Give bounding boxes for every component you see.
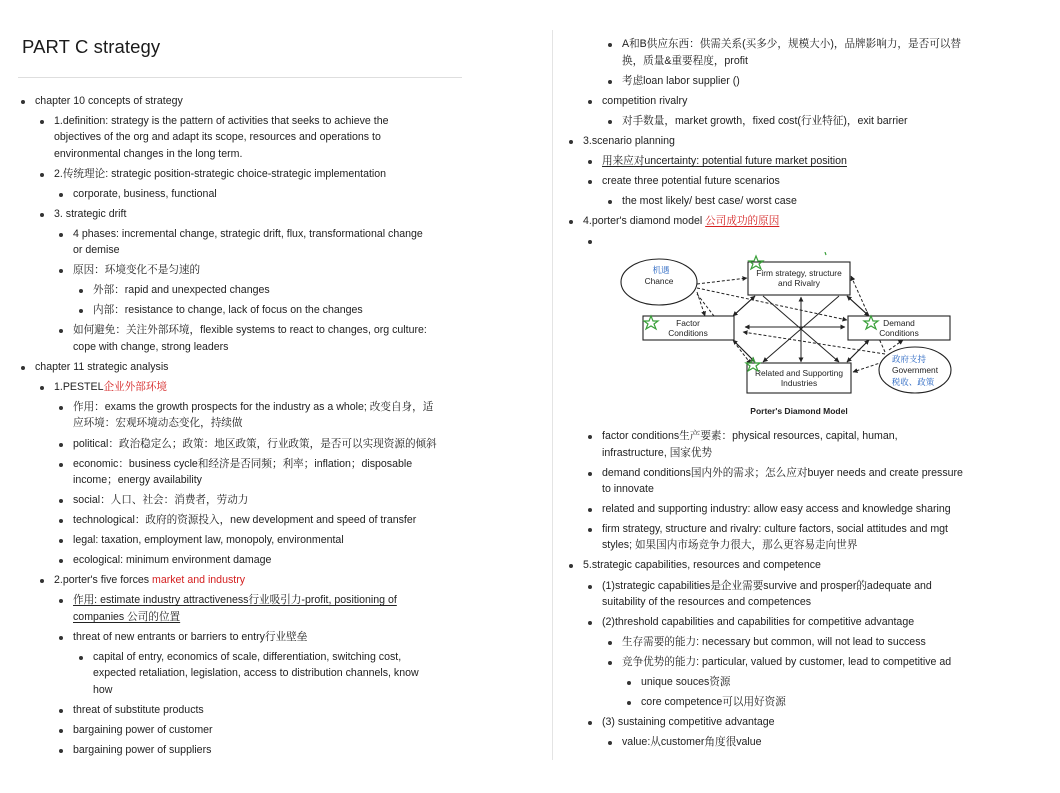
bullet-icon <box>59 709 63 713</box>
bullet-icon <box>588 472 592 476</box>
list-item-continuation: companies 公司的位置 <box>73 611 181 623</box>
government-handwritten-note-1: 政府支持 <box>891 355 927 365</box>
list-item: 1.definition: strategy is the pattern of activities that seeks to achieve the <box>54 113 388 130</box>
bullet-icon <box>79 309 83 313</box>
list-item-continuation: or demise <box>73 244 120 256</box>
list-item: firm strategy, structure and rivalry: culture factors, social attitudes and mgt <box>602 521 948 538</box>
bullet-icon <box>627 681 631 685</box>
list-item-continuation: infrastructure, 国家优势 <box>602 447 713 459</box>
list-item: corporate, business, functional <box>73 186 217 203</box>
bullet-icon <box>59 463 63 467</box>
bullet-icon <box>608 741 612 745</box>
list-item: bargaining power of customer <box>73 722 213 739</box>
list-item: technological：政府的资源投入，new development and speed of transfer <box>73 512 416 529</box>
factor-conditions-label-line2: Conditions <box>668 328 708 338</box>
list-item: create three potential future scenarios <box>602 173 780 190</box>
list-item-continuation: environmental changes in the long term. <box>54 148 243 160</box>
related-industries-label-line2: Industries <box>780 378 818 388</box>
bullet-icon <box>59 599 63 603</box>
bullet-icon <box>59 193 63 197</box>
bullet-icon <box>59 749 63 753</box>
bullet-icon <box>588 100 592 104</box>
list-item: 外部：rapid and unexpected changes <box>93 282 270 299</box>
factor-conditions-label-line1: Factor <box>676 318 700 328</box>
title-divider <box>18 77 462 78</box>
bullet-icon <box>569 564 573 568</box>
bullet-icon <box>59 406 63 410</box>
list-item-continuation: income；energy availability <box>73 474 202 486</box>
list-item: (3) sustaining competitive advantage <box>602 714 775 731</box>
list-item: 对手数量，market growth，fixed cost(行业特征)，exit barrier <box>622 113 908 130</box>
list-item: 作用: estimate industry attractiveness行业吸引力-profit, positioning of <box>73 592 397 609</box>
list-item: economic：business cycle和经济是否同频；利率；inflation；disposable <box>73 456 412 473</box>
list-item: value:从customer角度很value <box>622 734 762 751</box>
list-item: 2.porter's five forces market and industry <box>54 572 245 589</box>
list-item: threat of substitute products <box>73 702 204 719</box>
list-item: threat of new entrants or barriers to entry行业壁垒 <box>73 629 307 646</box>
list-item-continuation: objectives of the org and adapt its scope, resources and operations to <box>54 131 381 143</box>
list-item: 作用：exams the growth prospects for the industry as a whole; 改变自身，适 <box>73 399 433 416</box>
bullet-icon <box>588 721 592 725</box>
bullet-icon <box>59 233 63 237</box>
bullet-icon <box>40 579 44 583</box>
list-item: 4.porter's diamond model 公司成功的原因 <box>583 213 779 230</box>
list-item: chapter 11 strategic analysis <box>35 359 168 376</box>
list-item-continuation: to innovate <box>602 483 654 495</box>
bullet-icon <box>40 120 44 124</box>
bullet-icon <box>59 499 63 503</box>
column-divider <box>552 30 553 760</box>
list-item: political：政治稳定么；政策：地区政策，行业政策，是否可以实现资源的倾斜 <box>73 436 437 453</box>
bullet-icon <box>588 585 592 589</box>
list-item: legal: taxation, employment law, monopoly, environmental <box>73 532 344 549</box>
bullet-icon <box>608 43 612 47</box>
bullet-icon <box>21 366 25 370</box>
bullet-icon <box>59 519 63 523</box>
bullet-icon <box>569 220 573 224</box>
list-item: 3. strategic drift <box>54 206 126 223</box>
list-item: (2)threshold capabilities and capabilities for competitive advantage <box>602 614 914 631</box>
bullet-icon <box>608 200 612 204</box>
bullet-icon <box>588 435 592 439</box>
list-item: capital of entry, economics of scale, differentiation, switching cost, <box>93 649 401 666</box>
list-item: chapter 10 concepts of strategy <box>35 93 183 110</box>
bullet-icon <box>608 120 612 124</box>
bullet-icon <box>588 160 592 164</box>
bullet-icon <box>59 729 63 733</box>
list-item: 5.strategic capabilities, resources and competence <box>583 557 821 574</box>
bullet-icon <box>588 621 592 625</box>
list-item: 4 phases: incremental change, strategic drift, flux, transformational change <box>73 226 423 243</box>
bullet-icon <box>608 641 612 645</box>
firm-strategy-label-line1: Firm strategy, structure <box>756 268 842 278</box>
bullet-icon <box>59 443 63 447</box>
government-handwritten-note-2: 税收、政策 <box>891 378 935 388</box>
list-item: 竞争优势的能力: particular, valued by customer, lead to competitive ad <box>622 654 951 671</box>
bullet-icon <box>79 289 83 293</box>
bullet-icon <box>59 269 63 273</box>
list-item: (1)strategic capabilities是企业需要survive and prosper的adequate and <box>602 578 932 595</box>
list-item: 1.PESTEL企业外部环境 <box>54 379 167 396</box>
list-item: factor conditions生产要素：physical resources, capital, human, <box>602 428 898 445</box>
bullet-icon <box>588 508 592 512</box>
list-item: 内部：resistance to change, lack of focus on the changes <box>93 302 363 319</box>
list-item: social：人口、社会：消费者，劳动力 <box>73 492 248 509</box>
bullet-icon <box>608 661 612 665</box>
bullet-icon <box>588 528 592 532</box>
bullet-icon <box>40 386 44 390</box>
bullet-icon <box>59 329 63 333</box>
bullet-icon <box>40 173 44 177</box>
list-item: unique souces资源 <box>641 674 731 691</box>
list-item-continuation: styles; 如果国内市场竞争力很大，那么更容易走向世界 <box>602 539 858 551</box>
related-industries-label-line1: Related and Supporting <box>754 368 844 378</box>
list-item-continuation: suitability of the resources and competences <box>602 596 812 608</box>
bullet-icon <box>59 559 63 563</box>
demand-conditions-label-line1: Demand <box>883 318 915 328</box>
chance-handwritten-note: 机遇 <box>652 266 670 276</box>
list-item-continuation: how <box>93 684 113 696</box>
list-item: competition rivalry <box>602 93 687 110</box>
list-item: 2.传统理论: strategic position-strategic choice-strategic implementation <box>54 166 386 183</box>
list-item: the most likely/ best case/ worst case <box>622 193 797 210</box>
bullet-icon <box>40 213 44 217</box>
porters-diamond-diagram <box>613 252 957 424</box>
bullet-icon <box>21 100 25 104</box>
list-item-continuation: 换，质量&重要程度，profit <box>622 55 748 67</box>
list-item-continuation: cope with change, strong leaders <box>73 341 229 353</box>
list-item-continuation: expected retaliation, legislation, access to distribution channels, know <box>93 667 419 679</box>
list-item: 考虑loan labor supplier () <box>622 73 740 90</box>
list-item: 用来应对uncertainty: potential future market position <box>602 153 847 170</box>
star-mark-small <box>825 252 826 255</box>
list-item: bargaining power of suppliers <box>73 742 211 759</box>
bullet-icon <box>569 140 573 144</box>
list-item: 3.scenario planning <box>583 133 675 150</box>
list-item-continuation: 应环境：宏观环境动态变化，持续做 <box>73 417 243 429</box>
bullet-icon <box>59 539 63 543</box>
list-item: ecological: minimum environment damage <box>73 552 271 569</box>
government-label: Government <box>891 365 939 375</box>
chance-label: Chance <box>644 276 674 286</box>
bullet-icon <box>627 701 631 705</box>
demand-conditions-label-line2: Conditions <box>879 328 919 338</box>
list-item: demand conditions国内外的需求；怎么应对buyer needs and create pressure <box>602 465 963 482</box>
list-item: 如何避免：关注外部环境，flexible systems to react to changes, org culture: <box>73 322 427 339</box>
bullet-icon <box>588 180 592 184</box>
firm-strategy-label-line2: and Rivalry <box>778 278 820 288</box>
list-item: A和B供应东西：供需关系(买多少，规模大小)，品牌影响力，是否可以替 <box>622 36 961 53</box>
bullet-icon <box>608 80 612 84</box>
diagram-caption: Porter's Diamond Model <box>750 406 848 416</box>
list-item: 原因：环境变化不是匀速的 <box>73 262 200 279</box>
page-title: PART C strategy <box>22 36 161 57</box>
list-item: core competence可以用好资源 <box>641 694 786 711</box>
bullet-icon <box>79 656 83 660</box>
bullet-icon <box>588 240 592 244</box>
list-item: related and supporting industry: allow easy access and knowledge sharing <box>602 501 951 518</box>
bullet-icon <box>59 636 63 640</box>
list-item: 生存需要的能力: necessary but common, will not lead to success <box>622 634 926 651</box>
